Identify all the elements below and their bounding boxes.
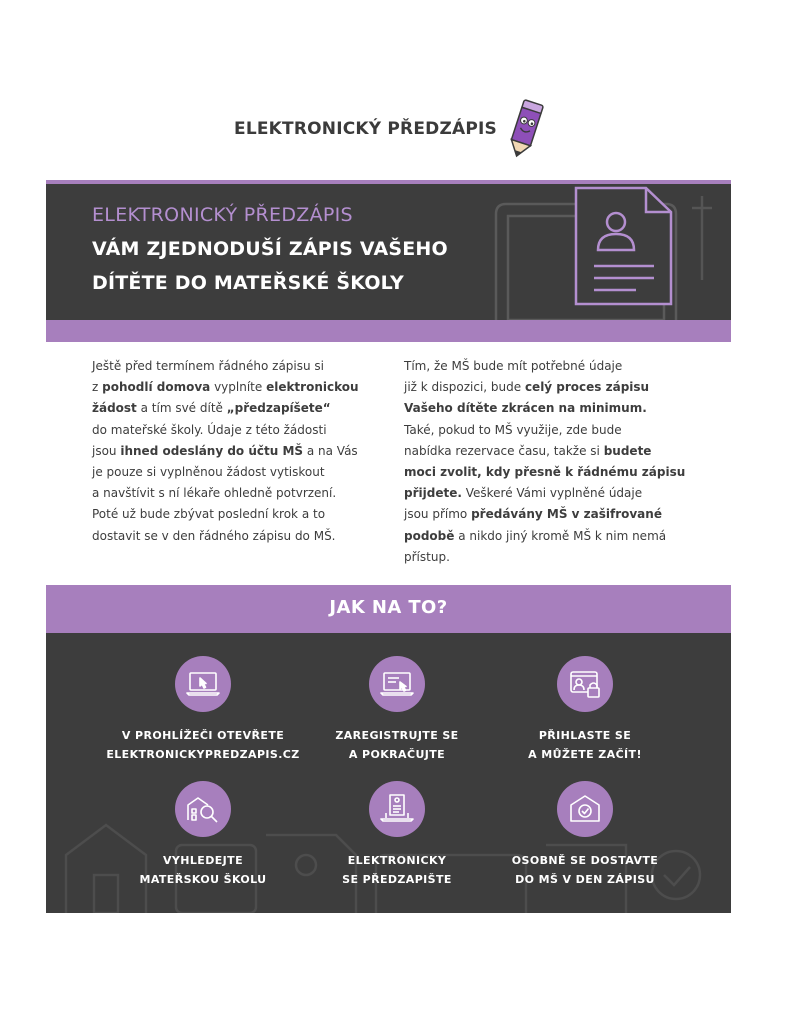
laptop-click-icon [183,664,223,704]
text: z [92,380,103,395]
text: nabídka rezervace času, takže si [404,443,604,458]
text: dostavit se v den řádného zápisu do MŠ. [92,528,336,543]
bold-text: přijdete. [404,486,462,501]
text: již k dispozici, bude [404,380,525,395]
bold-text: elektronickou [266,380,359,395]
text: a nikdo jiný kromě MŠ k nim nemá [454,528,667,543]
laptop-form-icon [377,789,417,829]
step-circle [369,656,425,712]
text: Také, pokud to MŠ využije, zde bude [404,422,622,437]
step-circle [175,656,231,712]
text: vyplníte [210,380,267,395]
paragraph-line [92,462,392,483]
laptop-document-icon [466,184,731,320]
paragraph-line [404,441,704,462]
step-label: ELEKTRONICKY SE PŘEDZAPIŠTE [342,854,452,886]
paragraph-line [404,420,704,441]
paragraph-line [92,483,392,504]
text: do mateřské školy. Údaje z této žádosti [92,422,327,437]
intro-column-left [92,356,392,547]
text: jsou přímo [404,507,472,522]
paragraph-line [92,377,392,398]
text: Veškeré Vámi vyplněné údaje [461,486,643,501]
step-circle [557,656,613,712]
paragraph-line [92,504,392,525]
step-label: ZAREGISTRUJTE SE A POKRAČUJTE [335,729,459,761]
paragraph-line [404,483,704,504]
paragraph-line [404,547,704,568]
hero-subtitle: ELEKTRONICKÝ PŘEDZÁPIS [92,204,353,226]
paragraph-line [92,356,392,377]
bold-text: moci zvolit, kdy přesně k řádnému zápisu [404,465,686,480]
text: a na Vás [303,443,358,458]
paragraph-line [404,377,704,398]
paragraph-line [92,420,392,441]
hero-banner [46,180,731,342]
text: je pouze si vyplněnou žádost vytiskout [92,465,325,480]
bold-text: ihned odeslány do účtu MŠ [120,443,304,458]
text: jsou [92,443,121,458]
laptop-register-icon [377,664,417,704]
bold-text: žádost [92,401,137,416]
text: Tím, že MŠ bude mít potřebné údaje [404,359,623,373]
howto-section [46,585,731,913]
howto-header [46,585,731,633]
logo-text: ELEKTRONICKÝ PŘEDZÁPIS [234,119,497,139]
step-label: PŘIHLASTE SE A MŮŽETE ZAČÍT! [528,729,642,761]
pencil-mascot-icon [504,97,544,163]
school-search-icon [183,789,223,829]
hero-title-line1: VÁM ZJEDNODUŠÍ ZÁPIS VAŠEHO [92,238,448,260]
paragraph-line [404,398,704,419]
school-check-icon [565,789,605,829]
paragraph-line [404,356,704,377]
hero-title-line2: DÍTĚTE DO MATEŘSKÉ ŠKOLY [92,272,404,294]
text: Ještě před termínem řádného zápisu si [92,359,325,373]
bold-text: Vašeho dítěte zkrácen na minimum. [404,401,647,416]
intro-column-right [404,356,704,568]
bold-text: celý proces zápisu [524,380,650,395]
step-circle [557,781,613,837]
step-label: VYHLEDEJTE MATEŘSKOU ŠKOLU [139,854,267,886]
paragraph-line [404,526,704,547]
paragraph-line [92,398,392,419]
paragraph-line [404,504,704,525]
bold-text: předávány MŠ v zašifrované [471,507,662,522]
text: a tím své dítě [136,401,227,416]
bold-text: podobě [404,528,455,543]
paragraph-line [404,462,704,483]
text: a navštívit s ní lékaře ohledně potvrzení. [92,486,337,501]
paragraph-line [92,526,392,547]
step-circle [175,781,231,837]
text: Poté už bude zbývat poslední krok a to [92,507,326,522]
paragraph-line [92,441,392,462]
text: přístup. [404,549,450,564]
howto-title: JAK NA TO? [329,597,448,618]
bold-text: „předzapíšete“ [226,401,331,416]
bold-text: pohodlí domova [102,380,211,395]
login-lock-icon [565,664,605,704]
logo [0,97,791,167]
step-label: OSOBNĚ SE DOSTAVTE DO MŠ V DEN ZÁPISU [511,854,659,886]
step-circle [369,781,425,837]
hero-accent-bar [46,320,731,342]
bold-text: budete [603,443,652,458]
step-label: V PROHLÍŽEČI OTEVŘETE ELEKTRONICKYPREDZAPIS.CZ [106,729,300,761]
